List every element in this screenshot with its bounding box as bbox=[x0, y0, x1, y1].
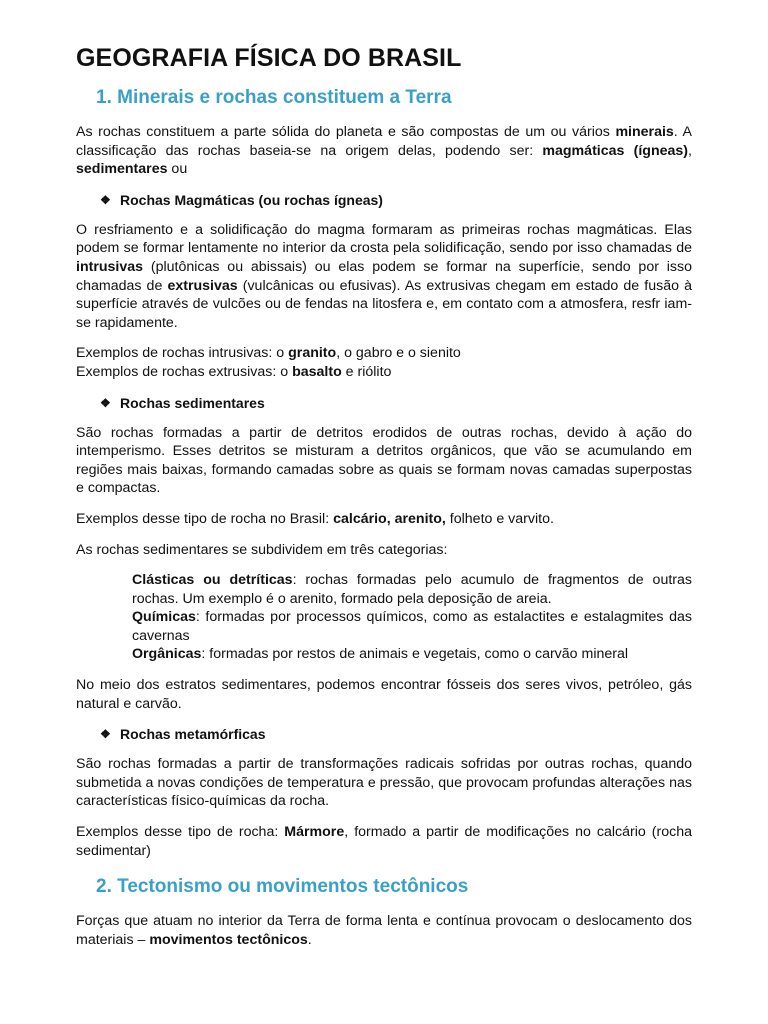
missing-glyph-bullet-icon bbox=[108, 645, 122, 664]
tectonismo-paragraph: Forças que atuam no interior da Terra de forma lenta e contínua provocam o deslocamento dos materiais – movimentos tectônicos. bbox=[76, 913, 692, 948]
section-heading-tectonismo: 2. Tectonismo ou movimentos tectônicos bbox=[96, 876, 469, 898]
extrusivas-examples: Exemplos de rochas extrusivas: o basalto e riólito bbox=[76, 363, 392, 380]
metamorficas-paragraph: São rochas formadas a partir de transformações radicais sofridas por outras rochas, quando submetida a novas condições de temperatura e pressão, que provocam profundas alterações nas características físico-químicas da rocha. bbox=[76, 756, 692, 810]
list-item: Químicas: formadas por processos químicos, como as estalactites e estalagmites das cavernas bbox=[76, 608, 692, 645]
sedimentares-categories-intro: As rochas sedimentares se subdividem em três categorias: bbox=[76, 541, 448, 558]
diamond-bullet-icon: ❖ bbox=[100, 192, 111, 207]
metamorficas-examples: Exemplos desse tipo de rocha: Mármore, formado a partir de modificações no calcário (rocha sedimentar) bbox=[76, 824, 692, 859]
intrusivas-examples: Exemplos de rochas intrusivas: o granito, o gabro e o sienito bbox=[76, 345, 461, 362]
list-item: Orgânicas: formadas por restos de animais e vegetais, como o carvão mineral bbox=[76, 645, 692, 664]
list-item: Clásticas ou detríticas: rochas formadas pelo acumulo de fragmentos de outras rochas. Um exemplo é o arenito, formado pela deposição de areia. bbox=[76, 571, 692, 608]
subheading-metamorficas: ❖ Rochas metamórficas bbox=[100, 726, 266, 743]
sedimentares-categories-list bbox=[76, 571, 692, 664]
subheading-sedimentares: ❖ Rochas sedimentares bbox=[100, 394, 265, 411]
sedimentares-examples: Exemplos desse tipo de rocha no Brasil: calcário, arenito, folheto e varvito. bbox=[76, 510, 554, 527]
section-heading-minerais: 1. Minerais e rochas constituem a Terra bbox=[96, 87, 452, 108]
subheading-magmaticas: ❖ Rochas Magmáticas (ou rochas ígneas) bbox=[100, 191, 383, 208]
diamond-bullet-icon: ❖ bbox=[100, 395, 111, 410]
missing-glyph-bullet-icon bbox=[108, 608, 122, 645]
missing-glyph-bullet-icon bbox=[108, 571, 122, 608]
magmaticas-paragraph: O resfriamento e a solidificação do magma formaram as primeiras rochas magmáticas. Elas podem se formar lentamente no interior da crosta pela solidificação, sendo por isso chamadas de intrusivas (plutônicas ou abissais) ou elas podem se formar na superfície, sendo por isso chamadas de extrusivas (vulcânicas ou efusivas). As extrusivas chegam em estado de fusão à superfície através de vulcões ou de fendas na litosfera e, em contato com a atmosfera, resfr iam-se rapidamente. bbox=[76, 221, 692, 331]
fosseis-paragraph: No meio dos estratos sedimentares, podemos encontrar fósseis dos seres vivos, petróleo, gás natural e carvão. bbox=[76, 677, 692, 712]
intro-paragraph: As rochas constituem a parte sólida do planeta e são compostas de um ou vários minerais. A classificação das rochas baseia-se na origem delas, podendo ser: magmáticas (ígneas), sedimentares ou bbox=[76, 124, 692, 178]
sedimentares-paragraph: São rochas formadas a partir de detritos erodidos de outras rochas, devido à ação do intemperismo. Esses detritos se misturam a detritos orgânicos, que vão se acumulando em regiões mais baixas, formando camadas sobre as quais se formam novas camadas superpostas e compactas. bbox=[76, 424, 692, 497]
document-title: GEOGRAFIA FÍSICA DO BRASIL bbox=[76, 44, 462, 72]
diamond-bullet-icon: ❖ bbox=[100, 727, 111, 742]
